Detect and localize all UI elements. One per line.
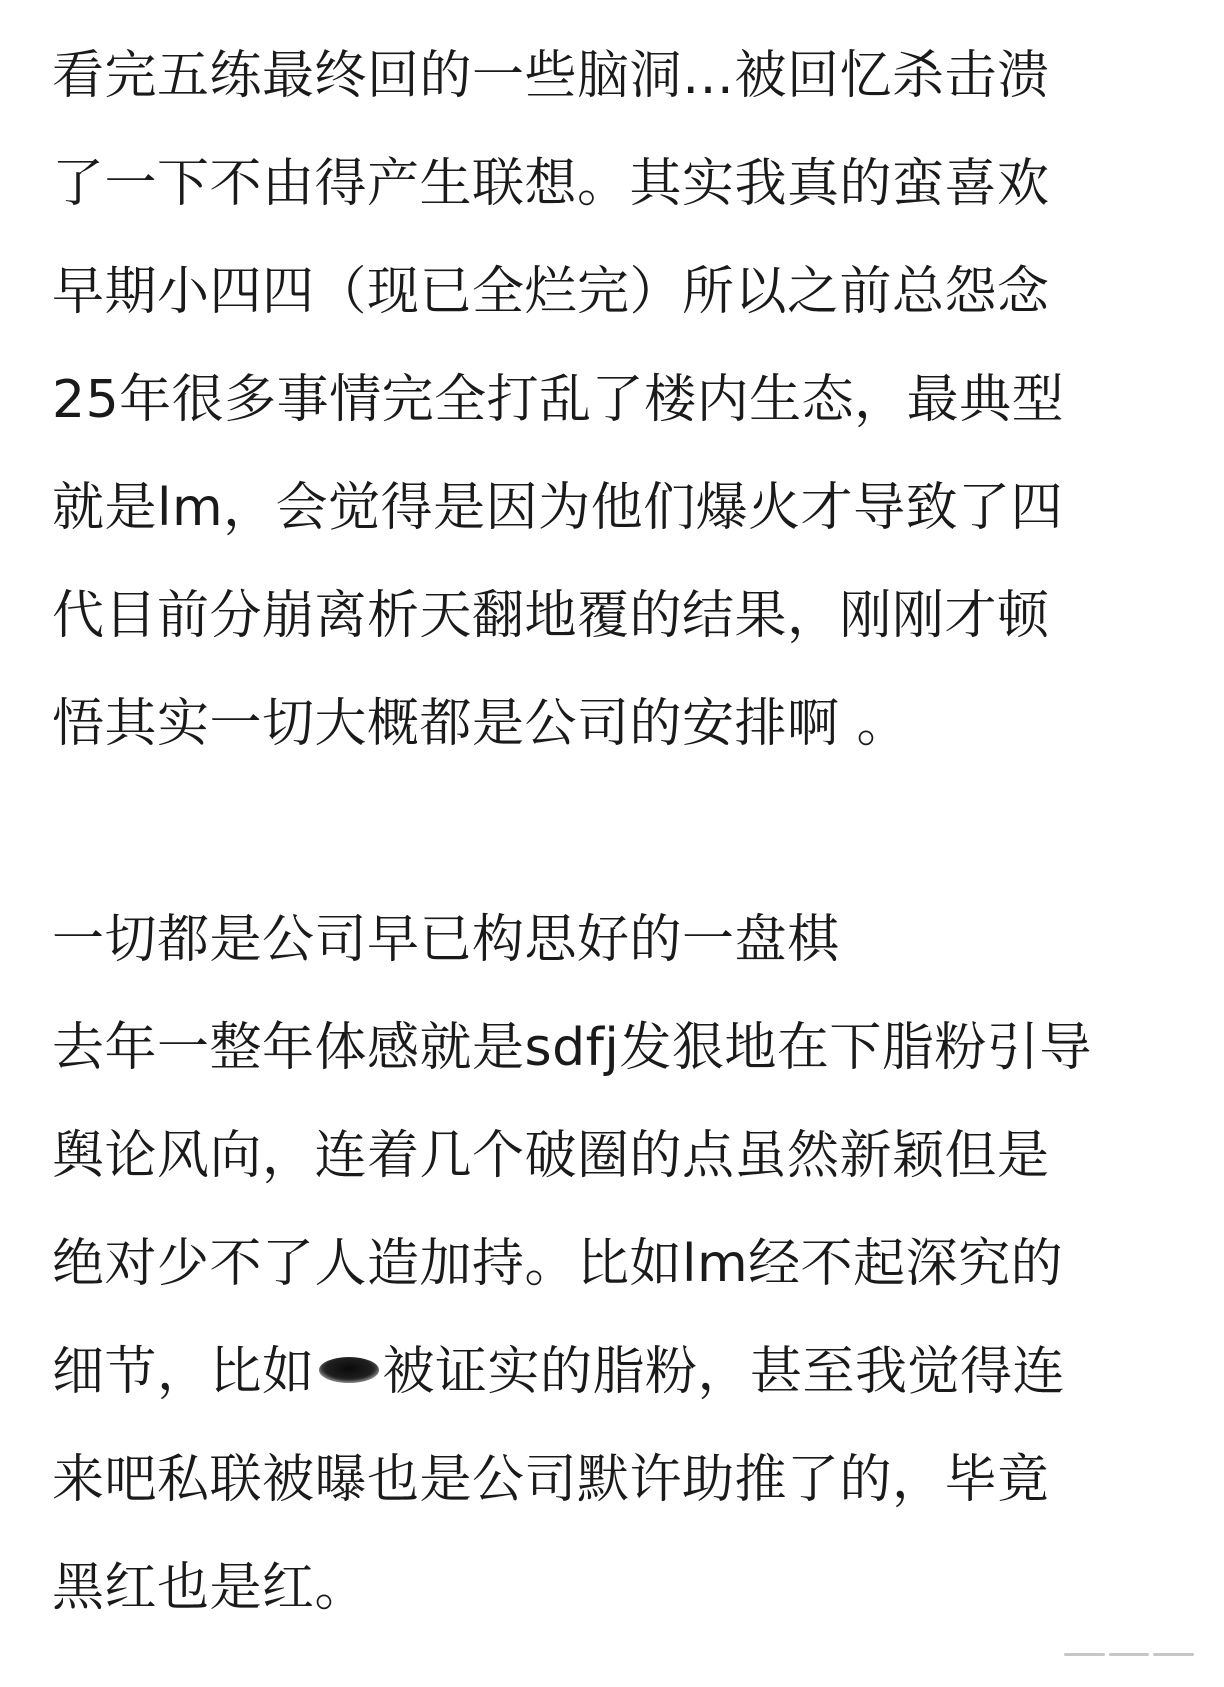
text-line: 去年一整年体感就是sdfj发狠地在下脂粉引导 (52, 1018, 1092, 1078)
text-line: 绝对少不了人造加持。比如lm经不起深究的 (52, 1234, 1064, 1294)
text-line: 了一下不由得产生联想。其实我真的蛮喜欢 (52, 154, 1050, 214)
text-segment: 细节，比如 (52, 1342, 315, 1402)
watermark (1064, 1643, 1194, 1665)
text-line: 就是lm，会觉得是因为他们爆火才导致了四 (52, 478, 1064, 538)
text-line: 代目前分崩离析天翻地覆的结果，刚刚才顿 (52, 586, 1050, 646)
text-segment: 被证实的脂粉，甚至我觉得连 (382, 1342, 1066, 1402)
text-line: 黑红也是红。 (52, 1558, 368, 1618)
text-line: 悟其实一切大概都是公司的安排啊 。 (52, 694, 910, 754)
paragraph-gap (52, 778, 1202, 886)
text-line: 25年很多事情完全打乱了楼内生态，最典型 (52, 370, 1065, 430)
text-line: 一切都是公司早已构思好的一盘棋 (52, 910, 840, 970)
text-line-with-icon (52, 1318, 1202, 1426)
text-line: 看完五练最终回的一些脑洞…被回忆杀击溃 (52, 46, 1050, 106)
hole-icon (319, 1357, 379, 1383)
watermark-bar (1109, 1653, 1150, 1656)
text-line: 早期小四四（现已全烂完）所以之前总怨念 (52, 262, 1050, 322)
post-body (52, 22, 1202, 1642)
text-line: 舆论风向，连着几个破圈的点虽然新颖但是 (52, 1126, 1050, 1186)
text-line: 来吧私联被曝也是公司默许助推了的，毕竟 (52, 1450, 1050, 1510)
watermark-bar (1153, 1653, 1194, 1656)
watermark-bar (1064, 1653, 1105, 1656)
